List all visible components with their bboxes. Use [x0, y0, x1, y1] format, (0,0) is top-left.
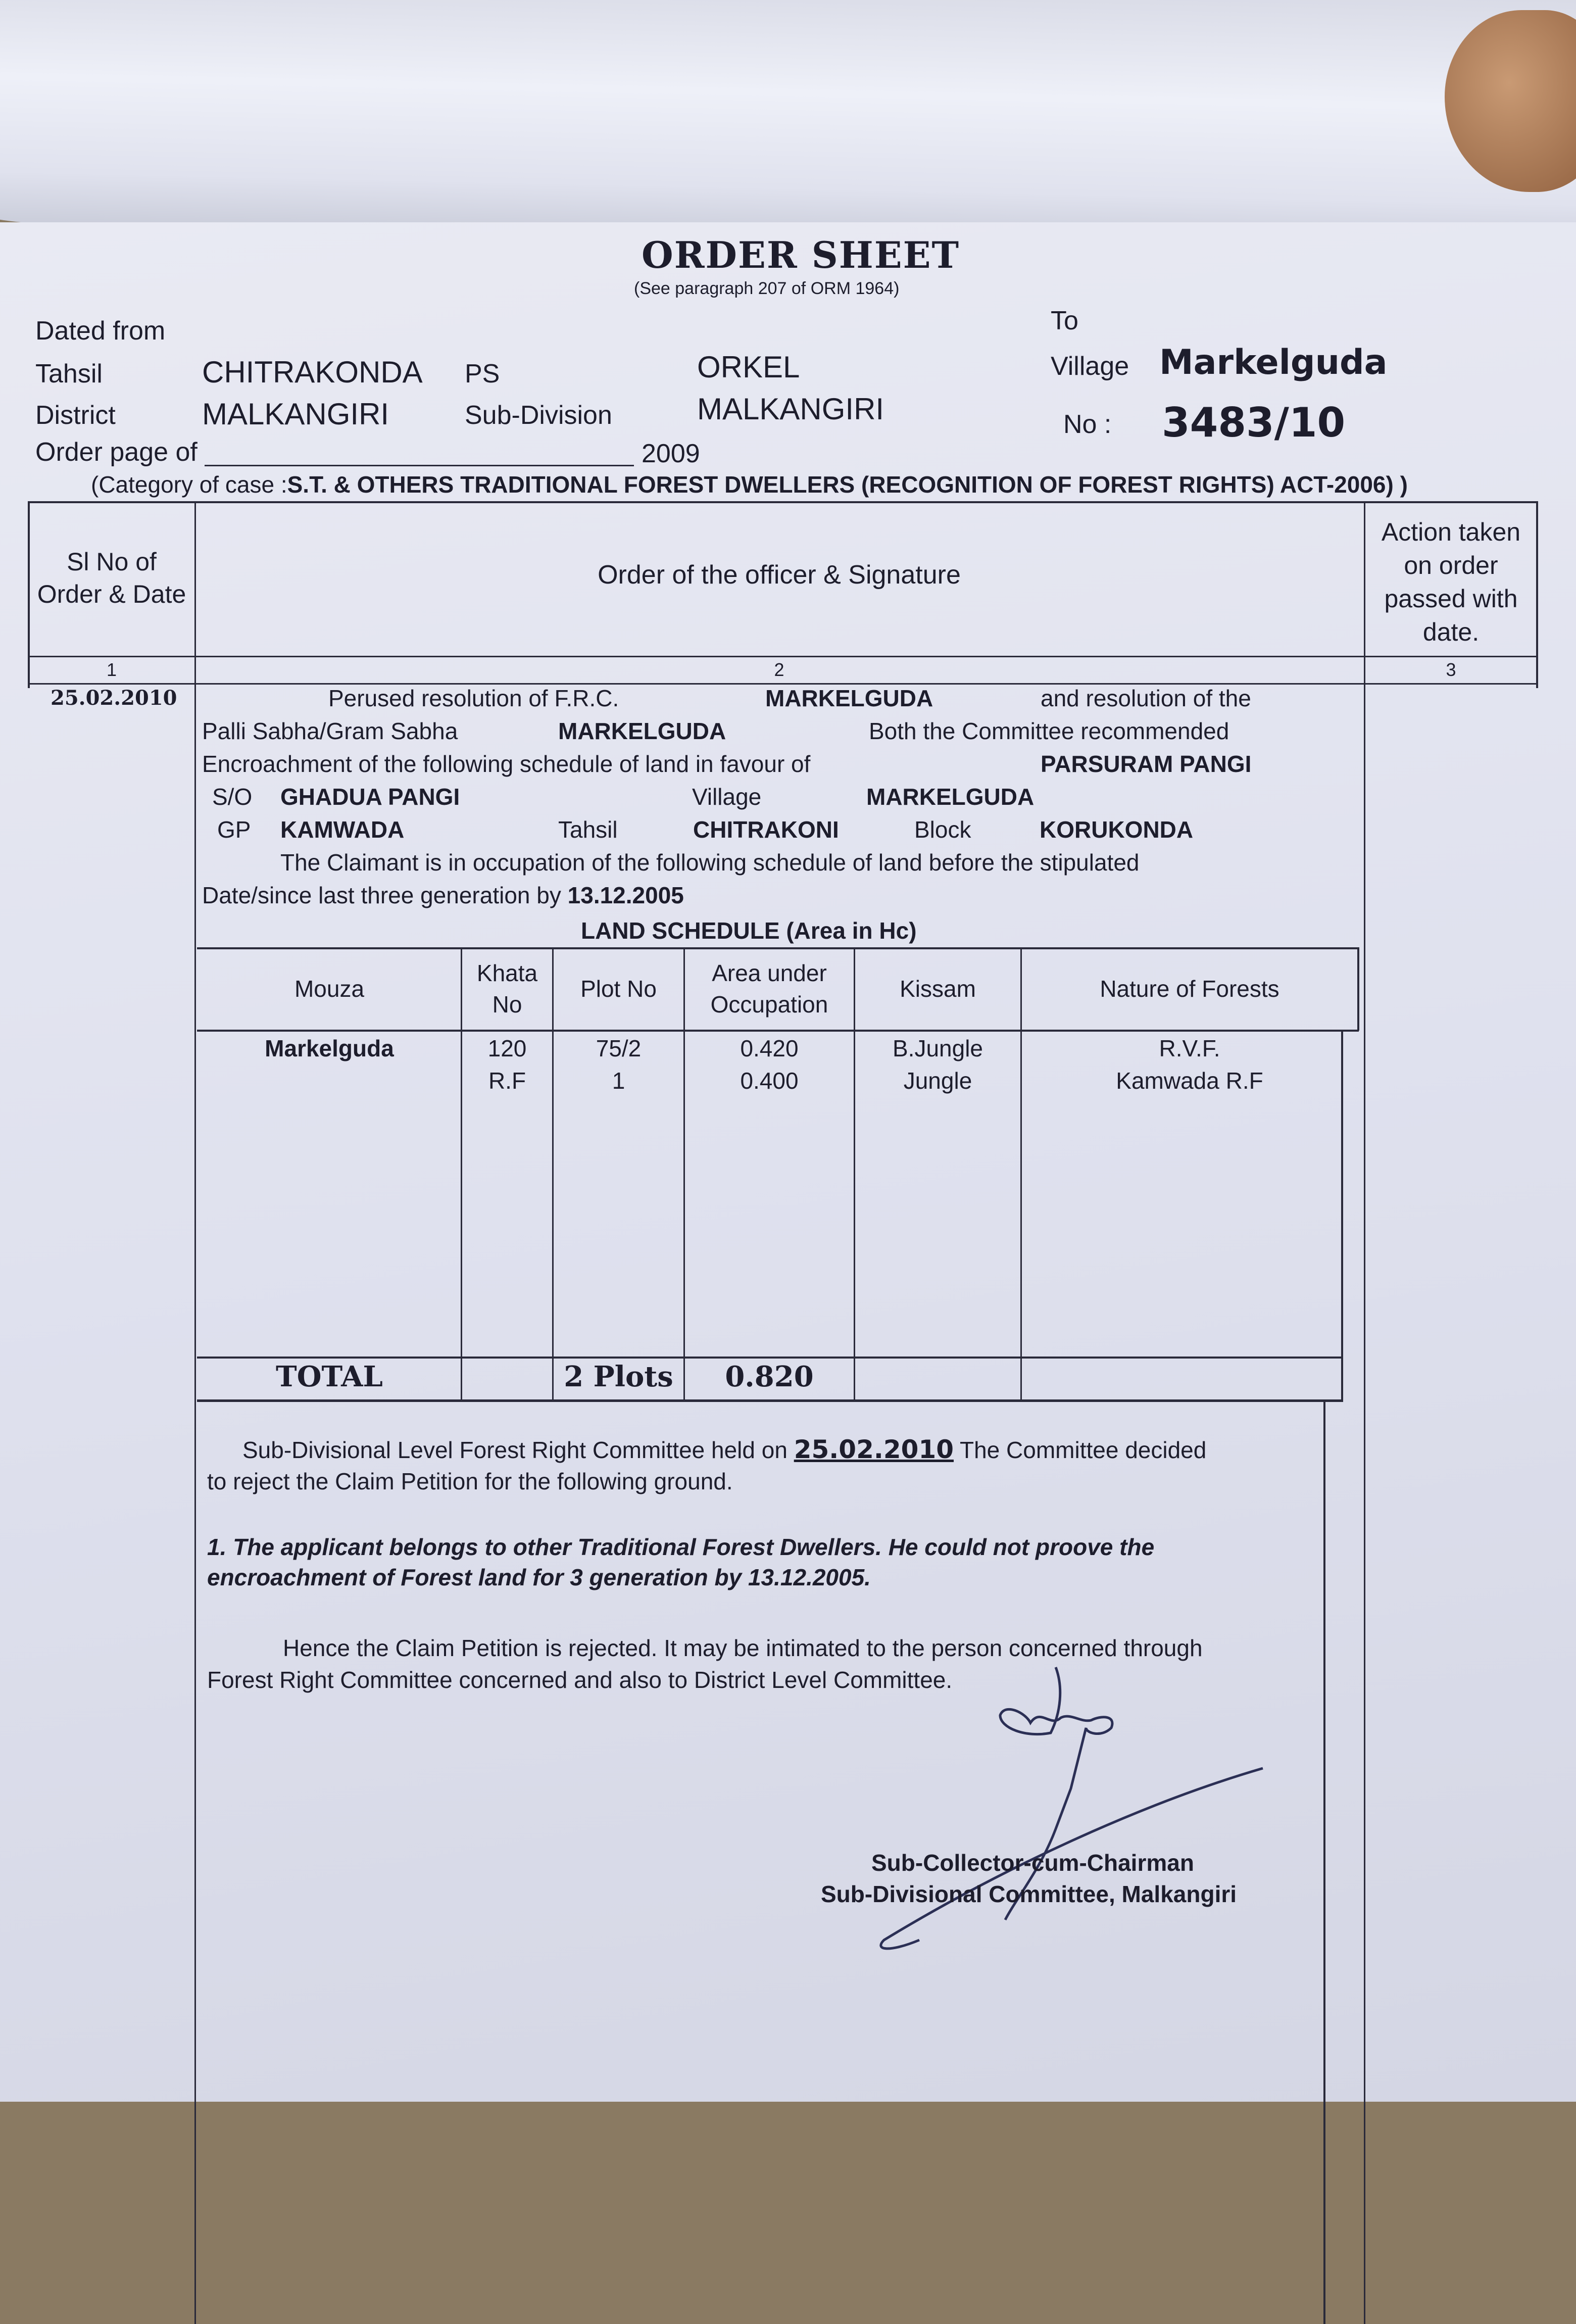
col3-header-line3: passed with: [1384, 585, 1518, 613]
order-sheet: [0, 222, 1576, 2102]
table-right-border: [1536, 501, 1538, 688]
schedule-title: LAND SCHEDULE (Area in Hc): [581, 917, 917, 944]
tahsil-label: Tahsil: [35, 359, 103, 389]
col1-number: 1: [106, 659, 117, 680]
tahsil-value: CHITRAKONDA: [202, 355, 423, 389]
to-label: To: [1051, 306, 1078, 335]
ground-line1: 1. The applicant belongs to other Traditional Forest Dwellers. He could not proove the: [207, 1534, 1155, 1560]
schedule-right-upper: [1357, 947, 1359, 1031]
schedule-header-divider: [197, 1030, 1359, 1032]
col3-header-line1: Action taken: [1381, 518, 1521, 546]
col2-header: Order of the officer & Signature: [598, 560, 961, 590]
hdr-khata-2: No: [492, 991, 522, 1018]
decision-right-border: [1323, 1402, 1325, 2324]
no-value: 3483/10: [1162, 399, 1346, 446]
order-date: 25.02.2010: [51, 686, 177, 710]
order-l3a: Encroachment of the following schedule of land in favour of: [202, 751, 811, 777]
order-l6: The Claimant is in occupation of the following schedule of land before the stipulated: [280, 849, 1140, 876]
hdr-area-2: Occupation: [710, 991, 828, 1018]
row1-kissam: B.Jungle: [892, 1035, 983, 1061]
village-label: Village: [1051, 352, 1129, 381]
row2-kissam: Jungle: [903, 1068, 972, 1094]
schedule-col-divider-2: [552, 947, 554, 1399]
dated-from-label: Dated from: [35, 316, 166, 346]
schedule-bottom-border: [197, 1399, 1341, 1402]
col3-number: 3: [1446, 659, 1456, 680]
row1-khata: 120: [487, 1035, 527, 1061]
decision-p3a: Hence the Claim Petition is rejected. It may be intimated to the person concerned through: [283, 1635, 1203, 1661]
col2-number: 2: [774, 659, 784, 680]
category-line: [91, 471, 1408, 498]
col1-header-line1: Sl No of: [67, 548, 157, 576]
row2-nature: Kamwada R.F: [1116, 1068, 1263, 1094]
subdivision-value: MALKANGIRI: [697, 392, 884, 426]
row1-nature: R.V.F.: [1159, 1035, 1220, 1061]
order-l1a: Perused resolution of F.R.C.: [328, 685, 619, 711]
schedule-total-divider: [197, 1357, 1341, 1359]
order-l1c: and resolution of the: [1041, 685, 1251, 711]
block-value: KORUKONDA: [1040, 816, 1194, 843]
page-subtitle: (See paragraph 207 of ORM 1964): [634, 279, 900, 298]
so-label: S/O: [212, 784, 253, 810]
decision-p1c: to reject the Claim Petition for the following ground.: [207, 1468, 733, 1494]
village-value: Markelguda: [1159, 343, 1388, 382]
total-label: TOTAL: [276, 1360, 383, 1393]
signatory-title-1: Sub-Collector-cum-Chairman: [871, 1850, 1194, 1876]
hdr-mouza: Mouza: [294, 976, 365, 1002]
decision-p1b: The Committee decided: [959, 1437, 1207, 1463]
col3-divider: [1364, 501, 1365, 2324]
row1-mouza: Markelguda: [265, 1035, 394, 1061]
district-value: MALKANGIRI: [202, 397, 389, 431]
signature: [788, 1657, 1293, 1991]
order-tahsil-label: Tahsil: [558, 816, 618, 843]
schedule-top-border: [197, 947, 1359, 949]
hdr-area-1: Area under: [712, 960, 827, 986]
col3-header-line2: on order: [1404, 551, 1498, 579]
row2-area: 0.400: [740, 1068, 799, 1094]
paper-curl: [0, 0, 1576, 259]
hdr-nature: Nature of Forests: [1100, 976, 1279, 1002]
order-l1b: MARKELGUDA: [765, 685, 933, 711]
order-village-value: MARKELGUDA: [866, 784, 1035, 810]
col1-header: [30, 546, 193, 610]
order-page-blank: [205, 465, 634, 466]
ps-value: ORKEL: [697, 350, 800, 384]
row1-plot: 75/2: [596, 1035, 642, 1061]
order-page-label: Order page of: [35, 438, 198, 467]
order-tahsil-value: CHITRAKONI: [693, 816, 839, 843]
order-l2b: MARKELGUDA: [558, 718, 726, 744]
no-label: No :: [1063, 410, 1112, 439]
table-left-border: [28, 501, 30, 688]
ps-label: PS: [465, 359, 500, 389]
block-label: Block: [914, 816, 971, 843]
decision-date: 25.02.2010: [794, 1435, 954, 1464]
category-label: (Category of case :: [91, 471, 287, 498]
schedule-col-divider-5: [1020, 947, 1022, 1399]
page-title: ORDER SHEET: [642, 233, 960, 276]
schedule-col-divider-4: [854, 947, 855, 1399]
hdr-area: [685, 957, 854, 1020]
hdr-kissam: Kissam: [900, 976, 976, 1002]
row2-khata: R.F: [488, 1068, 526, 1094]
order-village-label: Village: [692, 784, 762, 810]
total-area: 0.820: [725, 1360, 814, 1393]
decision-p1: [242, 1435, 1206, 1464]
col1-header-line2: Order & Date: [37, 580, 186, 608]
decision-p3b: Forest Right Committee concerned and also to District Level Committee.: [207, 1667, 953, 1693]
category-value: S.T. & OTHERS TRADITIONAL FOREST DWELLERS (RECOGNITION OF FOREST RIGHTS) ACT-2006) ): [287, 471, 1408, 498]
hdr-plot: Plot No: [580, 976, 657, 1002]
ground-line2: encroachment of Forest land for 3 generation by 13.12.2005.: [207, 1564, 871, 1590]
col3-header-line4: date.: [1422, 618, 1480, 646]
district-label: District: [35, 401, 116, 430]
order-l2a: Palli Sabha/Gram Sabha: [202, 718, 458, 744]
decision-p1a: Sub-Divisional Level Forest Right Committee held on: [242, 1437, 787, 1463]
hdr-khata: [462, 957, 552, 1020]
gp-value: KAMWADA: [280, 816, 405, 843]
table-header-divider: [28, 656, 1538, 657]
gp-label: GP: [217, 816, 251, 843]
col3-header: [1366, 515, 1536, 649]
table-top-border: [28, 501, 1538, 503]
order-l2c: Both the Committee recommended: [869, 718, 1229, 744]
order-l3b: PARSURAM PANGI: [1041, 751, 1252, 777]
col1-divider: [194, 501, 196, 2324]
year-value: 2009: [642, 439, 700, 468]
row1-area: 0.420: [740, 1035, 799, 1061]
so-value: GHADUA PANGI: [280, 784, 460, 810]
order-l7a: Date/since last three generation by: [202, 882, 561, 908]
total-plots: 2 Plots: [564, 1360, 673, 1393]
row2-plot: 1: [612, 1068, 625, 1094]
subdivision-label: Sub-Division: [465, 401, 612, 430]
signatory-title-2: Sub-Divisional Committee, Malkangiri: [821, 1881, 1237, 1907]
hdr-khata-1: Khata: [476, 960, 538, 986]
order-l7: [202, 882, 684, 909]
order-l7b: 13.12.2005: [567, 882, 684, 908]
